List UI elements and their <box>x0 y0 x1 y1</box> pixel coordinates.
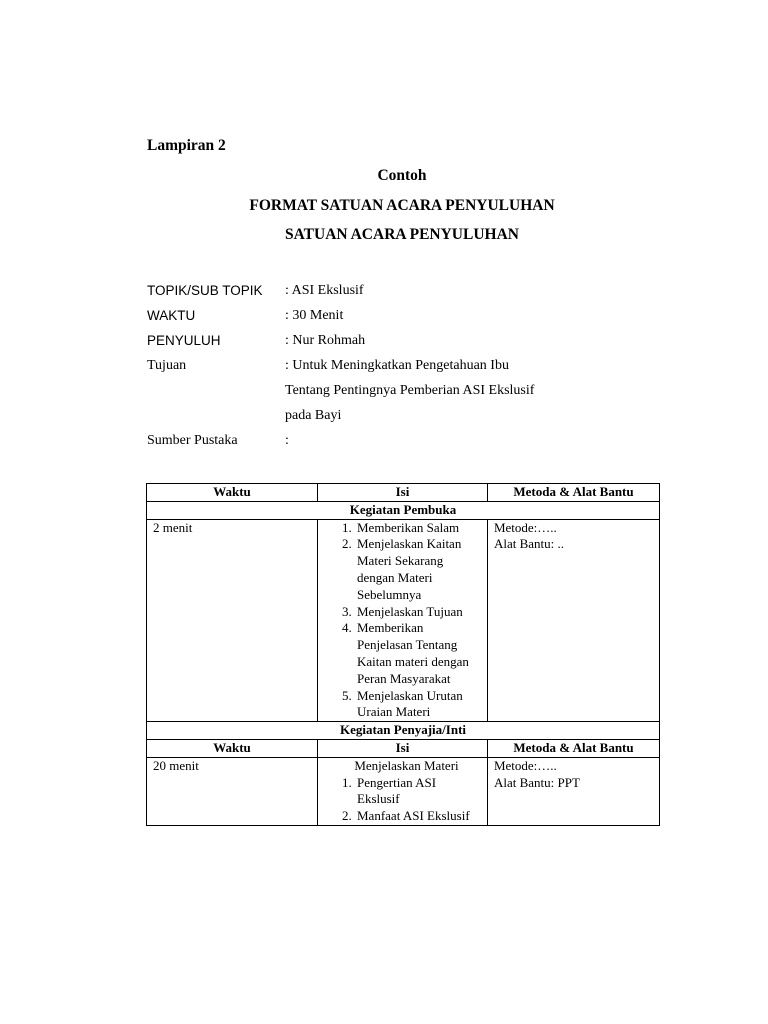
list-pembuka <box>324 520 481 722</box>
cell-isi-inti <box>318 757 488 825</box>
heading-contoh: Contoh <box>377 167 427 184</box>
header-metoda: Metoda & Alat Bantu <box>487 484 659 502</box>
section-row-pembuka <box>147 501 660 519</box>
info-label-topik: TOPIK/SUB TOPIK <box>147 283 263 298</box>
alat-bantu-text: Alat Bantu: .. <box>493 536 565 552</box>
metode-text: Metode:….. <box>493 757 557 773</box>
list-inti <box>324 775 481 825</box>
section-title-inti: Kegiatan Penyajia/Inti <box>147 722 660 740</box>
info-label-penyuluh: PENYULUH <box>147 333 221 348</box>
header-isi: Isi <box>318 484 488 502</box>
list-item: 2. Menjelaskan Kaitan Materi Sekarang dengan Materi Sebelumnya <box>355 536 481 603</box>
header-waktu-2: Waktu <box>147 739 318 757</box>
list-item: 2. Manfaat ASI Ekslusif <box>355 808 481 825</box>
cell-metoda-pembuka <box>487 519 659 722</box>
info-value-sumber: : <box>285 433 289 448</box>
lampiran-label: Lampiran 2 <box>147 137 226 154</box>
metode-text: Metode:….. <box>493 519 557 535</box>
sap-table <box>146 483 660 826</box>
cell-isi-pembuka <box>318 519 488 722</box>
list-item: 4. Memberikan Penjelasan Tentang Kaitan materi dengan Peran Masyarakat <box>355 620 481 687</box>
info-label-tujuan: Tujuan <box>147 358 187 373</box>
table-row-inti <box>147 757 660 825</box>
info-value-waktu: : 30 Menit <box>285 308 344 323</box>
list-item: 1. Pengertian ASI Ekslusif <box>355 775 481 809</box>
header-metoda-2: Metoda & Alat Bantu <box>487 739 659 757</box>
table-header-row-2 <box>147 739 660 757</box>
list-item: 5. Menjelaskan Urutan Uraian Materi <box>355 688 481 722</box>
info-value-tujuan-cont2: pada Bayi <box>285 408 342 423</box>
alat-bantu-text: Alat Bantu: PPT <box>493 774 580 790</box>
cell-waktu-pembuka: 2 menit <box>147 519 318 722</box>
info-value-topik: : ASI Ekslusif <box>285 283 364 298</box>
table-header-row <box>147 484 660 502</box>
heading-sap: SATUAN ACARA PENYULUHAN <box>285 226 519 243</box>
section-title-pembuka: Kegiatan Pembuka <box>147 501 660 519</box>
header-isi-2: Isi <box>318 739 488 757</box>
info-label-sumber: Sumber Pustaka <box>147 433 238 448</box>
list-item: 1. Memberikan Salam <box>355 520 481 537</box>
isi-intro-text: Menjelaskan Materi <box>354 757 459 773</box>
info-value-penyuluh: : Nur Rohmah <box>285 333 366 348</box>
list-item: 3. Menjelaskan Tujuan <box>355 604 481 621</box>
cell-waktu-inti: 20 menit <box>147 757 318 825</box>
heading-format: FORMAT SATUAN ACARA PENYULUHAN <box>249 197 555 214</box>
section-row-inti <box>147 722 660 740</box>
info-label-waktu: WAKTU <box>147 308 196 323</box>
info-value-tujuan: : Untuk Meningkatkan Pengetahuan Ibu <box>285 358 509 373</box>
cell-metoda-inti <box>487 757 659 825</box>
header-waktu: Waktu <box>147 484 318 502</box>
info-value-tujuan-cont1: Tentang Pentingnya Pemberian ASI Ekslusif <box>285 383 535 398</box>
table-row-pembuka <box>147 519 660 722</box>
